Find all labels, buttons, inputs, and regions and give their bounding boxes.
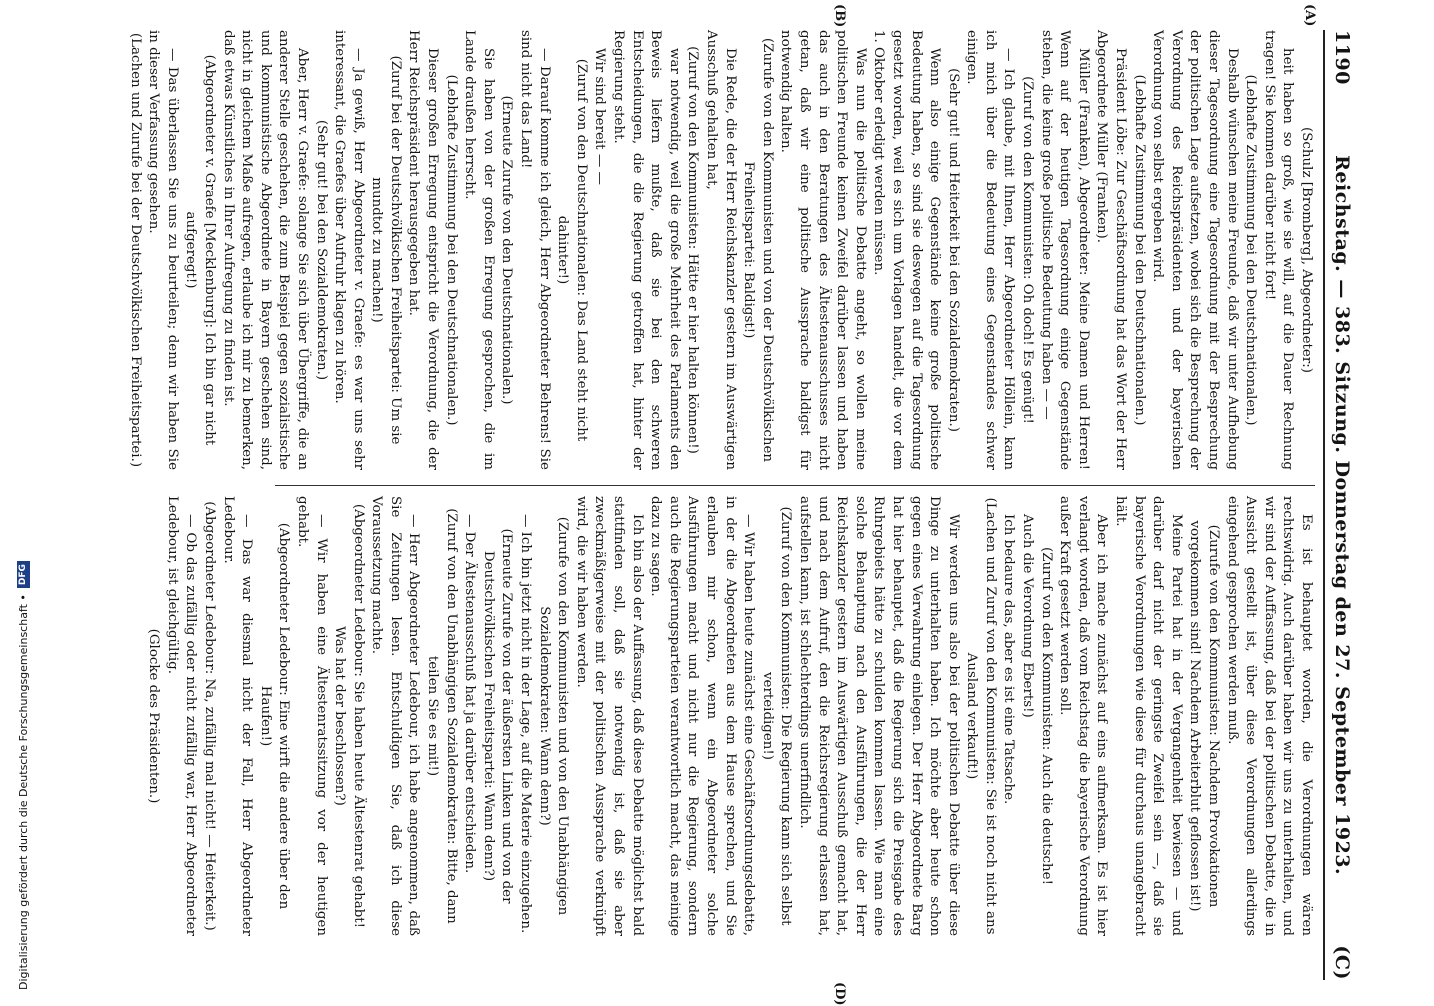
left-paragraph: Deshalb wünschen meine Freunde, daß wir unter Aufhebung dieser Tagesordnung eine Tagesordnung mit der Besprechung der politischen Lage aufsetzen, wobei sich die Besprechung der Verordnung des Reichspräsidenten und der bayerischen Verordnung von selbst ergeben wird.: [1150, 30, 1240, 470]
right-paragraph: Wir werden uns also bei der politischen Debatte über diese Dinge zu unterhalten haben. Ich möchte aber heute schon gegen eines Verwahrung einlegen. Der Herr Abgeordnete Barg hat hier behauptet, daß die Regierung sich die Preisgabe des Ruhrgebiets hätte zu schulden kommen lassen. Wie man eine solche Behauptung nach den Ausführungen, die der Herr Reichskanzler gestern im Auswärtigen Ausschuß gemacht hat, und nach dem Aufruf, den die Reichsregierung erlassen hat, aufstellen kann, ist schlechterdings unerfindlich.: [796, 496, 961, 936]
left-paragraph: Sie haben von der großen Erregung gesprochen, die im Lande draußen herrscht.: [462, 30, 496, 470]
right-paragraph: (Lachen und Zuruf von den Kommunisten: Sie ist noch nicht ans Ausland verkauft!): [964, 497, 998, 935]
right-paragraph: Es ist behauptet worden, die Verordnungen wären rechtswidrig. Auch darüber haben wir uns zu unterhalten, und wir sind der Auffassung, daß bei der politischen Debatte, die in Aussicht gestellt ist, über diese Verordnungen allerdings eingehend gesprochen werden muß.: [1224, 496, 1314, 936]
right-paragraph: — Wir haben heute zunächst eine Geschäftsordnungsdebatte, in der die Abgeordneten aus dem Hause sprechen, und Sie erlauben mir schon, wenn ein Abgeordneter solche Ausführungen macht und nicht nur die Regierung, sondern auch die Regierungsparteien verantwortlich macht, das meinige dazu zu sagen.: [648, 496, 757, 936]
right-paragraph: Aber ich mache zunächst auf eins aufmerksam. Es ist hier verlangt worden, daß vom Reichstag die bayerische Verordnung außer Kraft gesetzt werden soll.: [1057, 496, 1110, 936]
right-paragraph: (Zuruf von den Kommunisten: Die Regierung kann sich selbst verteidigen!): [759, 506, 794, 926]
left-column: [127, 30, 1315, 470]
left-paragraph: Die Rede, die der Herr Reichskanzler gestern im Auswärtigen Ausschuß gehalten hat,: [704, 30, 738, 470]
scanned-page: [57, 4, 1357, 1006]
left-paragraph: Was nun die politische Debatte angeht, so wollen meine politischen Freunde keinen Zweifel darüber lassen und haben das auch in den Beratungen des Ältestenausschusses nicht getan, daß wir eine politische Aussprache baldigst für notwendig halten.: [778, 30, 868, 470]
right-paragraph: (Glocke des Präsidenten.): [146, 628, 162, 804]
page-header: [1327, 30, 1357, 980]
left-paragraph: heit haben so groß, wie sie will, auf die Dauer Rechnung tragen! Sie kommen darüber nicht fort!: [1261, 30, 1296, 470]
right-paragraph: (Abgeordneter Ledebour: Sie haben heute Ältestenrat gehabt! Was hat der beschlossen?): [332, 503, 366, 929]
page-number: 1190: [1331, 30, 1353, 85]
dfg-logo: DFG: [17, 561, 30, 588]
right-paragraph: Ich bin also der Auffassung, daß diese Debatte möglichst bald stattfinden soll, daß sie notwendig ist, daß sie aber zweckmäßigerweise mit der politischen Aussprache verknüpft wird, die wir haben werden.: [573, 496, 645, 936]
right-paragraph: (Erneute Zurufe von der äußersten Linken und von der Deutschvölkischen Freiheitspartei: Wann denn?): [480, 528, 515, 904]
right-paragraph: Ich bedaure das, aber es ist eine Tatsache.: [1001, 514, 1017, 805]
margin-letter-c: (C): [1331, 945, 1353, 980]
column-separator: [275, 485, 1315, 486]
left-paragraph: (Zuruf von den Deutschnationalen: Das Land steht nicht dahinter!): [555, 58, 589, 442]
left-paragraph: (Sehr gut! und Heiterkeit bei den Sozialdemokraten.): [945, 68, 961, 432]
left-paragraph: (Zurufe von den Kommunisten und von der Deutschvölkischen Freiheitspartei: Baldigst!): [741, 37, 775, 463]
funding-text: Digitalisierung gefördert durch die Deutsche Forschungsgemeinschaft •: [16, 594, 30, 990]
left-paragraph: — Ich glaube, mit Ihnen, Herr Abgeordneter Höllein, kann ich mich über die Bedeutung eines Gegenstandes schwer einigen.: [964, 30, 1017, 470]
right-paragraph: (Zurufe von den Kommunisten: Nachdem Provokationen vorgekommen sind! Nachdem Arbeiterblut geflossen ist!): [1187, 520, 1222, 912]
page-title: Reichstag. — 383. Sitzung. Donnerstag den 27. September 1923.: [1331, 155, 1353, 876]
left-paragraph: Wenn also einige Gegenstände keine große politische Bedeutung haben, so sind sie deswegen auf die Tagesordnung gesetzt worden, weil es sich um Vorlagen handelt, die vor dem 1. Oktober erledigt werden müssen.: [871, 30, 943, 470]
right-paragraph: — Wir haben eine Ältestenratssitzung vor der heutigen gehabt.: [294, 496, 329, 936]
left-paragraph: — Das überlassen Sie uns zu beurteilen; denn wir haben Sie in dieser Verfassung gesehen.: [146, 30, 180, 470]
right-paragraph: — Herr Abgeordneter Ledebour, ich habe angenommen, daß Sie Zeitungen lesen. Entschuldigen Sie, daß ich diese Voraussetzung machte.: [369, 496, 422, 936]
header-rule: [1323, 30, 1325, 980]
right-paragraph: (Abgeordneter Ledebour: Na, zufällig mal nicht! — Heiterkeit.): [201, 501, 217, 931]
right-paragraph: — Das war diesmal nicht der Fall, Herr Abgeordneter Ledebour.: [220, 496, 255, 936]
left-paragraph: Müller (Franken), Abgeordneter: Meine Damen und Herren! Wenn auf der heutigen Tagesordnung einige Gegenstände stehen, die keine große politische Bedeutung haben — —: [1038, 30, 1091, 470]
right-paragraph: Auch die Verordnung Eberts!): [1020, 514, 1036, 718]
left-paragraph: (Sehr gut! bei den Sozialdemokraten.): [313, 119, 329, 381]
left-paragraph: (Zuruf von den Kommunisten: Oh doch! Es genügt!: [1020, 76, 1036, 424]
left-paragraph: (Zuruf von den Kommunisten: Hätte er hier halten können!): [685, 46, 701, 454]
right-paragraph: Meine Partei hat in der Vergangenheit bewiesen — und darüber darf nicht der geringste Zweifel sein —, daß sie bayerische Verordnungen wie diese für durchaus unangebracht hält.: [1113, 496, 1184, 936]
left-paragraph: (Lebhafte Zustimmung bei den Deutschnationalen.): [443, 74, 459, 426]
right-paragraph: — Ob das zufällig oder nicht zufällig war, Herr Abgeordneter Ledebour, ist gleichgültig.: [164, 496, 199, 936]
left-paragraph: — Ja gewiß, Herr Abgeordneter v. Graefe: es war uns sehr interessant, die Graefes über Aufruhr klagen zu hören.: [332, 30, 366, 470]
left-paragraph: Wir sind bereit — —: [592, 48, 608, 185]
right-paragraph: (Zuruf von den Kommunisten: Auch die deutsche!: [1038, 547, 1054, 885]
left-paragraph: (Erneute Zurufe von den Deutschnationalen.): [499, 95, 515, 405]
right-paragraph: — Der Ältestenausschuß hat ja darüber entschieden.: [462, 514, 478, 874]
margin-letter-d: (D): [832, 982, 847, 1006]
margin-letter-a: (A): [1302, 4, 1317, 27]
right-paragraph: — Ich bin jetzt nicht in der Lage, auf die Materie einzugehen.: [518, 514, 534, 934]
left-paragraph: — Darauf komme ich gleich, Herr Abgeordneter Behrens! Sie sind nicht das Land!: [518, 30, 552, 470]
right-column: [146, 496, 1315, 936]
right-paragraph: (Zurufe von den Kommunisten und von den Unabhängigen Sozialdemokraten: Wann denn?): [536, 516, 571, 916]
left-paragraph: (Abgeordneter v. Graefe [Mecklenburg]: Ich bin gar nicht aufgeregt!): [183, 54, 217, 446]
digitization-note: [14, 0, 32, 990]
margin-letter-b: (B): [832, 4, 847, 28]
left-paragraph: (Zuruf bei der Deutschvölkischen Freiheitspartei: Um sie mundtot zu machen!): [369, 55, 403, 445]
right-paragraph: (Abgeordneter Ledebour: Eine wirft die andere über den Haufen!): [257, 522, 292, 910]
right-paragraph: (Zuruf von den Unabhängigen Sozialdemokraten: Bitte, dann teilen Sie es mit!): [425, 508, 459, 924]
left-paragraph: (Lebhafte Zustimmung bei den Deutschnationalen.): [1131, 74, 1147, 426]
left-paragraph: (Schulz [Bromberg], Abgeordneter:): [1299, 127, 1314, 373]
left-paragraph: Dieser großen Erregung entspricht die Verordnung, die der Herr Reichspräsident herausgegeben hat.: [406, 30, 441, 470]
left-paragraph: (Lachen und Zurufe bei der Deutschvölkischen Freiheitspartei.): [127, 32, 143, 468]
left-paragraph: war notwendig, weil die große Mehrheit des Parlaments den Beweis liefern mußte, daß sie bei den schweren Entscheidungen, die die Regierung getroffen hat, hinter der Regierung steht.: [611, 30, 682, 470]
left-paragraph: Präsident Löbe: Zur Geschäftsordnung hat das Wort der Herr Abgeordnete Müller (Franken).: [1094, 30, 1129, 470]
left-paragraph: Aber, Herr v. Graefe: solange Sie sich über Übergriffe, die an anderer Stelle geschehen, die zum Beispiel gegen sozialistische und kommunistische Abgeordnete in Bayern geschehen sind, nicht in gleichem Maße aufregen, erlaube ich mir zu bemerken, daß etwas Künstliches in Ihrer Aufregung zu finden ist.: [220, 30, 310, 470]
left-paragraph: (Lebhafte Zustimmung bei den Deutschnationalen.): [1243, 74, 1259, 426]
